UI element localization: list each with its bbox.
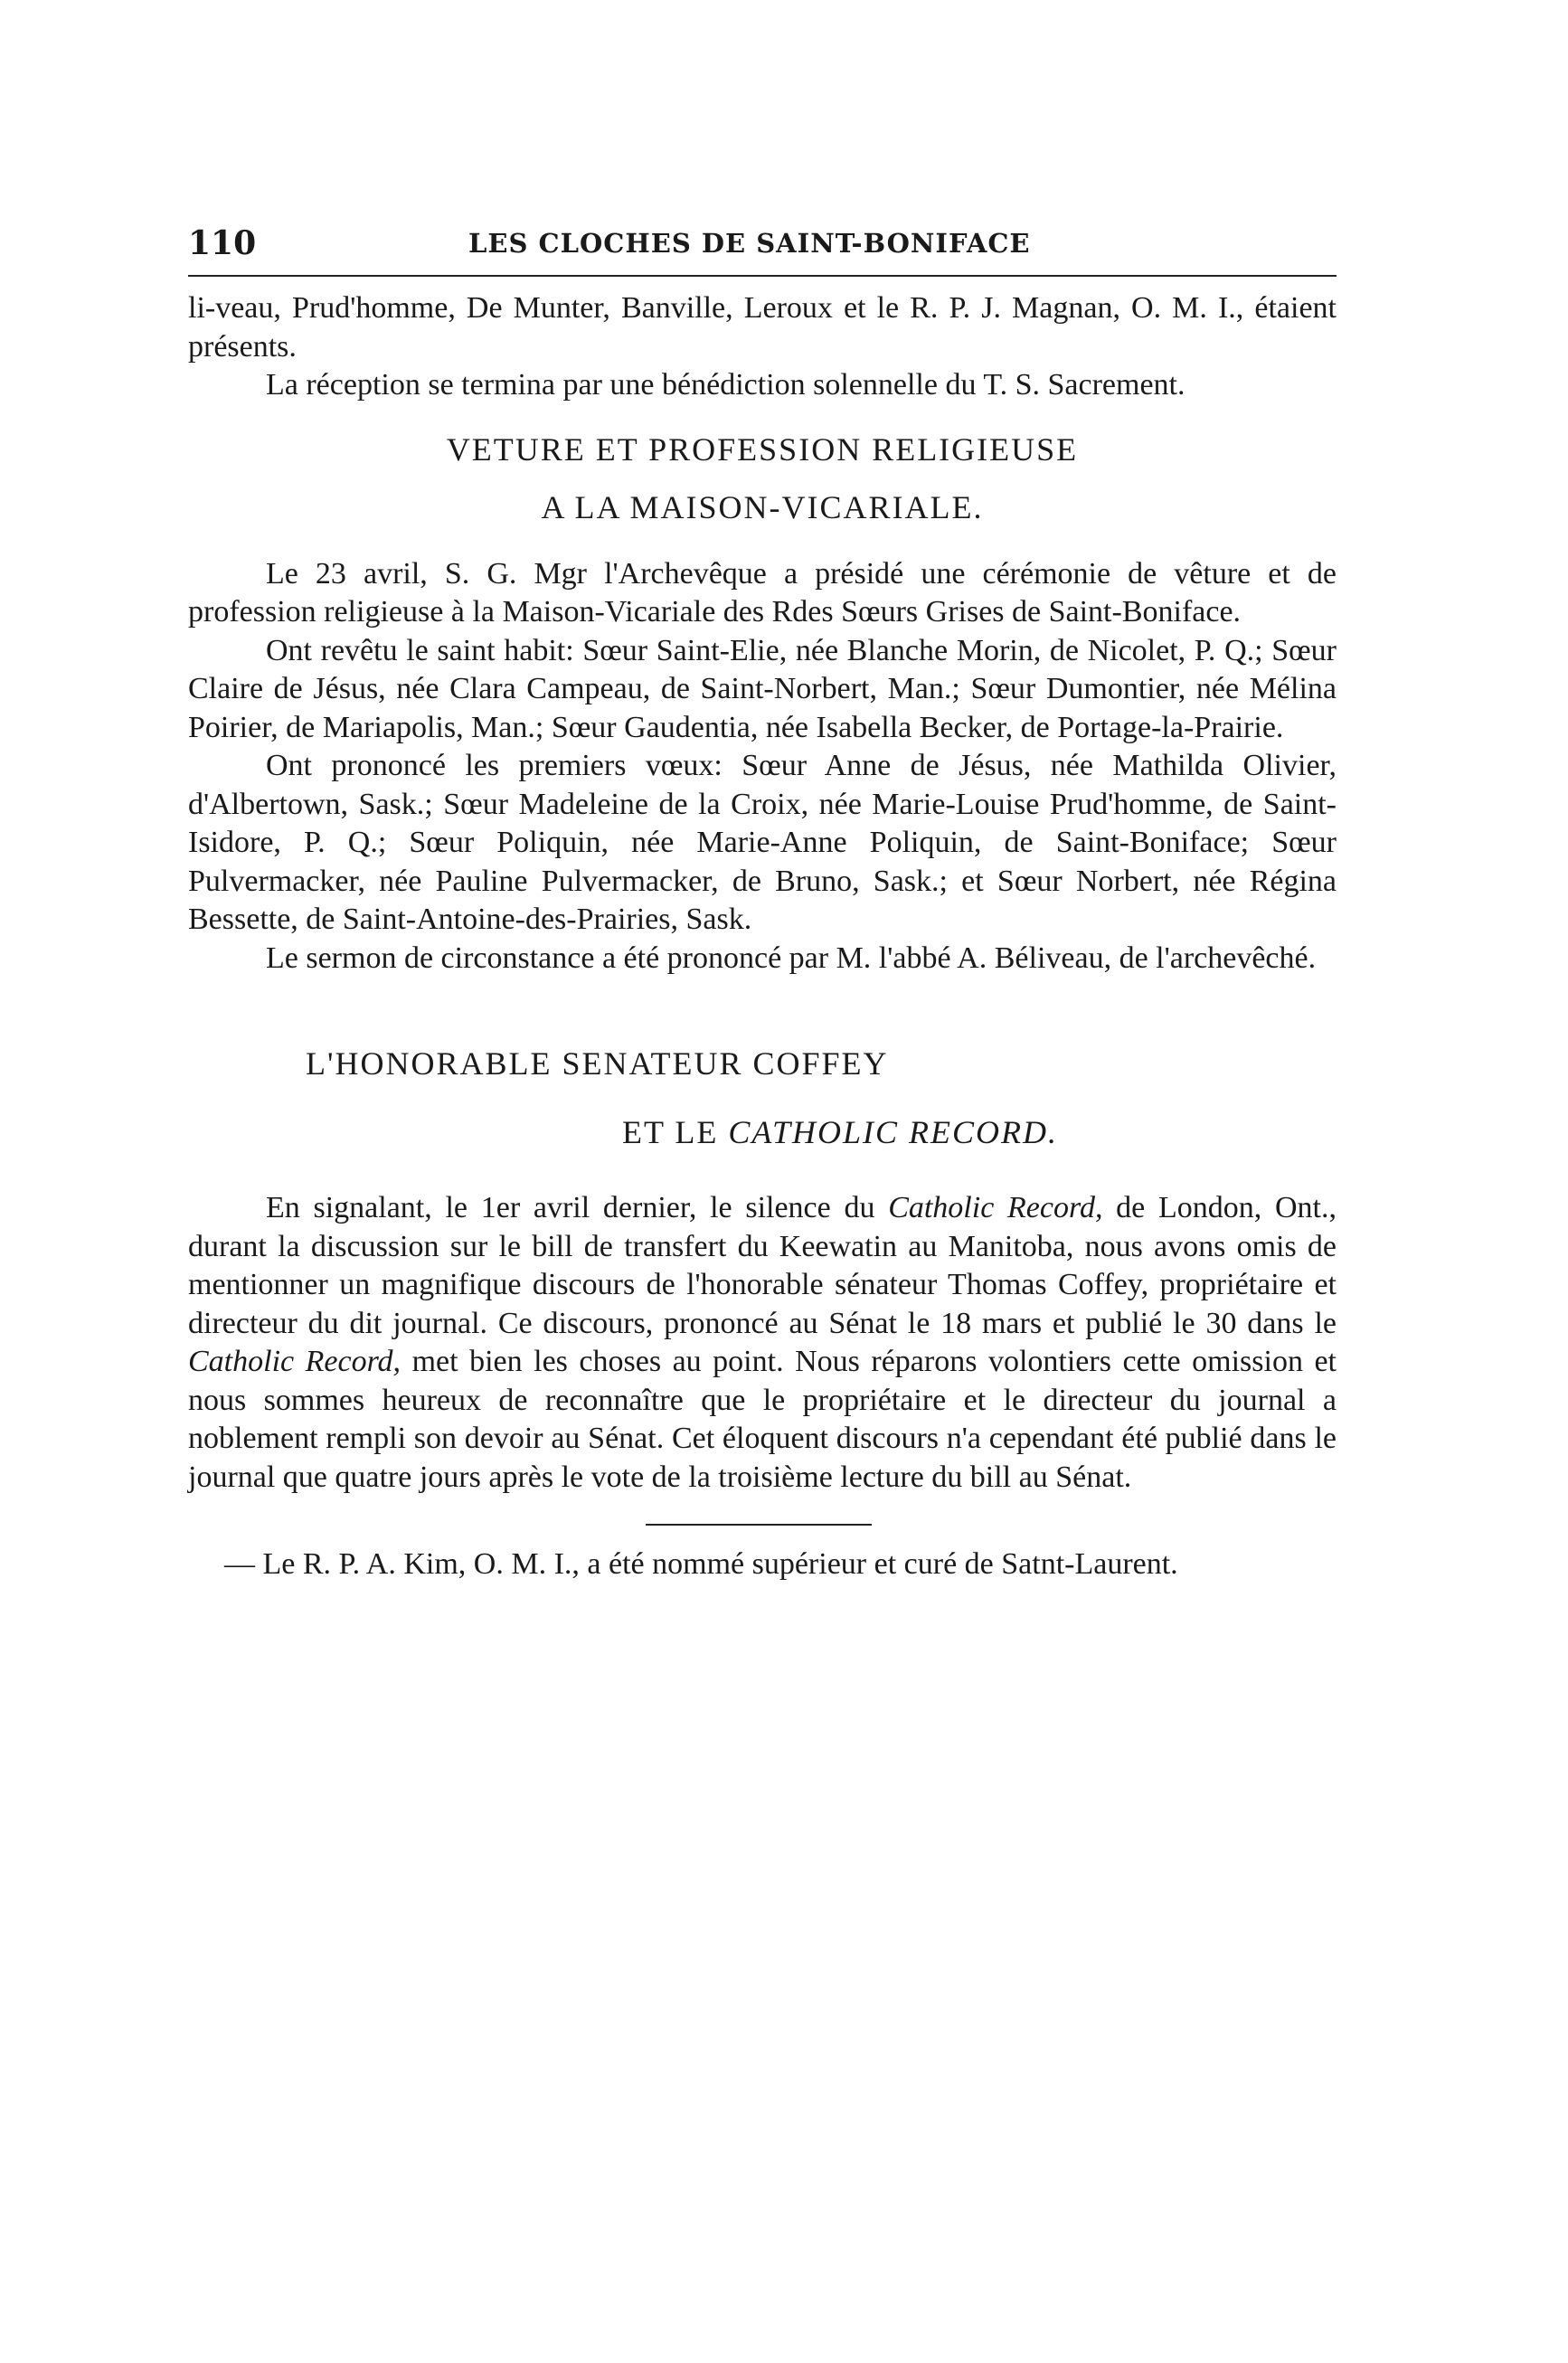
coffey-paragraph: [188, 1189, 1337, 1497]
continued-paragraph: li-veau, Prud'homme, De Munter, Banville, Leroux et le R. P. J. Magnan, O. M. I., étaient présents.: [188, 291, 1337, 364]
section-heading-coffey-line1: L'HONORABLE SENATEUR COFFEY: [306, 1045, 889, 1082]
saint-habit-paragraph: Ont revêtu le saint habit: Sœur Saint-Elie, née Blanche Morin, de Nicolet, P. Q.; Sœur Claire de Jésus, née Clara Campeau, de Saint-Norbert, Man.; Sœur Dumontier, née Mélina Poirier, de Mariapolis, Man.; Sœur Gaudentia, née Isabella Becker, de Portage-la-Prairie.: [188, 633, 1337, 744]
page-header: [188, 217, 1337, 269]
catholic-record-italic-2: Catholic Record,: [188, 1345, 401, 1378]
coffey-text-c: met bien les choses au point. Nous réparons volontiers cette omission et nous sommes heureux de reconnaître que le propriétaire et le directeur du journal a noblement rempli son devoir au Sénat. Cet éloquent discours n'a cependant été publié dans le journal que quatre jours après le vote de la troisième lecture du bill au Sénat.: [188, 1345, 1337, 1494]
footer-note-paragraph: — Le R. P. A. Kim, O. M. I., a été nommé supérieur et curé de Satnt-Laurent.: [224, 1547, 1178, 1581]
book-page: [188, 217, 1337, 1584]
heading-prefix: ET LE: [622, 1114, 729, 1150]
reception-paragraph: La réception se termina par une bénédiction solennelle du T. S. Sacrement.: [266, 368, 1185, 402]
coffey-text-b: de London, Ont., durant la discussion sur le bill de transfert du Keewatin au Manitoba, nous avons omis de mentionner un magnifique discours de l'honorable sénateur Thomas Coffey, propriétaire et directeur du dit journal. Ce discours, prononcé au Sénat le 18 mars et publié le 30 dans le: [188, 1191, 1337, 1340]
section-heading-veture-line2: A LA MAISON-VICARIALE.: [541, 488, 984, 525]
page-number: 110: [188, 224, 257, 262]
running-title: LES CLOCHES DE SAINT-BONIFACE: [468, 228, 1031, 259]
catholic-record-italic-1: Catholic Record,: [888, 1191, 1103, 1224]
section-heading-veture-line1: VETURE ET PROFESSION RELIGIEUSE: [446, 430, 1079, 468]
veture-intro-paragraph: Le 23 avril, S. G. Mgr l'Archevêque a présidé une cérémonie de vêture et de profession religieuse à la Maison-Vicariale des Rdes Sœurs Grises de Saint-Boniface.: [188, 556, 1337, 629]
header-rule: [188, 275, 1337, 277]
sermon-paragraph: Le sermon de circonstance a été prononcé par M. l'abbé A. Béliveau, de l'archevêché.: [266, 940, 1317, 975]
premiers-voeux-paragraph: Ont prononcé les premiers vœux: Sœur Anne de Jésus, née Mathilda Olivier, d'Albertown, Sask.; Sœur Madeleine de la Croix, née Marie-Louise Prud'homme, de Saint-Isidore, P. Q.; Sœur Poliquin, née Marie-Anne Poliquin, de Saint-Boniface; Sœur Pulvermacker, née Pauline Pulvermacker, de Bruno, Sask.; et Sœur Norbert, née Régina Bessette, de Saint-Antoine-des-Prairies, Sask.: [188, 749, 1337, 936]
heading-italic-title: CATHOLIC RECORD.: [728, 1114, 1058, 1150]
section-heading-coffey-line2: [188, 1110, 1337, 1155]
separator-rule: [646, 1524, 872, 1526]
coffey-text-a: En signalant, le 1er avril dernier, le silence du: [266, 1191, 889, 1224]
